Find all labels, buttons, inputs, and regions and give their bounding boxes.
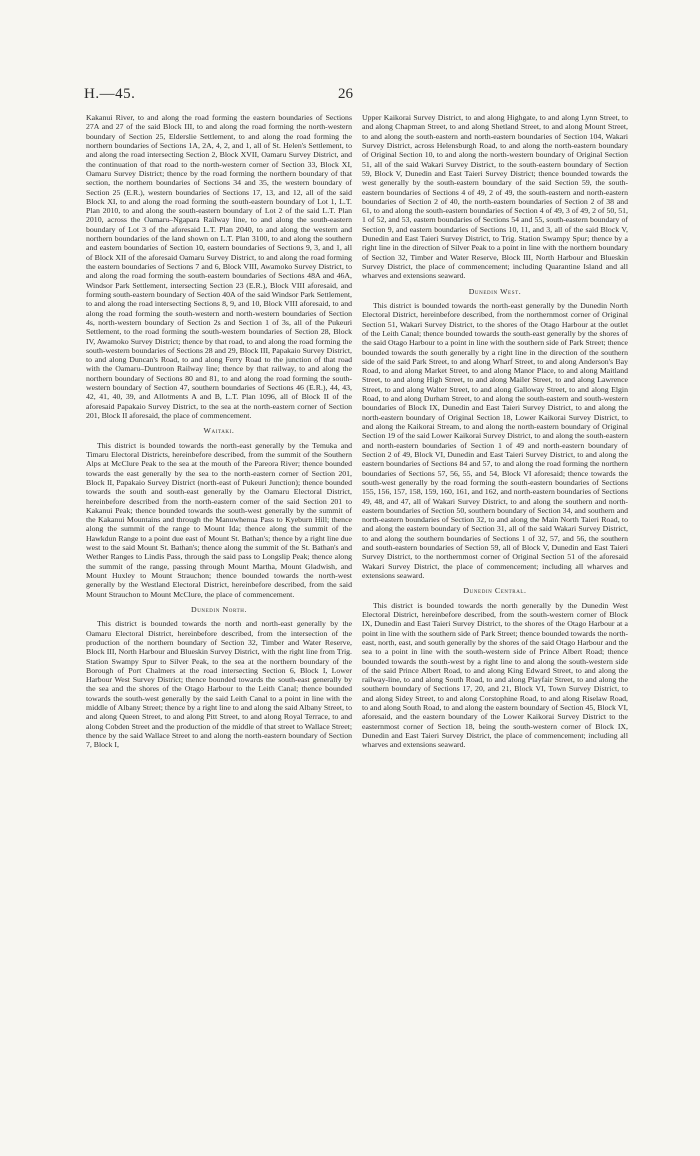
dunedin-north-paragraph: This district is bounded towards the north and north-east generally by the Oamaru Electoral District, hereinbefore described, from the intersection of the production of the northern boundary of Section 32, Timber and Water Reserve, Block III, North Harbour and Blueskin Survey District, with the right line from Trig. Station Swampy Spur to Silver Peak, to the sea at the northern boundary of the Borough of Port Chalmers at the road intersecting Section 6, Block I, Lower Harbour West Survey District; thence bounded towards the south-east generally by the sea and the shores of the Otago Harbour to the Leith Canal; thence bounded towards the south-west generally by the said Leith Canal to a point in line with the middle of Albany Street; thence by a right line to and along the said Albany Street, to and along Queen Street, to and along Pitt Street, to and along Royal Terrace, to and along Cobden Street and the production of the middle of that street to Wallace Street; thence by the said Wallace Street to and along the north-eastern boundary of Section 7, Block I,: [86, 619, 352, 750]
waitaki-paragraph: This district is bounded towards the north-east generally by the Temuka and Timaru Electoral Districts, hereinbefore described, from the summit of the Southern Alps at McClure Peak to the sea at the mouth of the Pareora River; thence bounded towards the east generally by the sea to the north-eastern corner of Section 201, Block II, Papakaio Survey District (north-east of Pukeuri Junction); thence bounded towards the south and south-east generally by the Oamaru Electoral District, hereinbefore described from the north-eastern corner of the said Section 201 to Kakanui Peak; thence bounded towards the south-west generally by the summit of the Kakanui Mountains and through the Manuwhenua Pass to Kyeburn Hill; thence along the summit of the range to Mount Ida; thence along the summit of the Hawkdun Range to a point due east of Mount St. Bathan's; thence by a right line due west to the said Mount St. Bathan's; thence along the summit of the St. Bathan's and Wether Ranges to Lindis Pass, through the said pass to Longslip Peak; thence along the summit of the range, passing through Mount Martha, Mount Gladwish, and Mount Huxley to Mount Strauchon; thence bounded towards the north-west generally by the Westland Electoral District, hereinbefore described, from the said Mount Strauchon to Mount McClure, the place of commencement.: [86, 440, 352, 599]
left-column: [86, 113, 352, 750]
right-column: [362, 113, 628, 750]
section-heading-dunedin-west: Dunedin West.: [468, 286, 522, 296]
page-number: 26: [338, 86, 353, 102]
continued-paragraph: Kakanui River, to and along the road forming the eastern boundaries of Sections 27A and 27 of the said Block III, to and along the road forming the north-western boundary of Section 25, Elderslie Settlement, to and along the road forming the northern boundaries of Sections 1A, 2A, 4, 2, and 1, all of St. Helen's Settlement, to and along the road intersecting Section 2, Block XVII, Oamaru Survey District, and the continuation of that road to the north-western corner of Section 33, Block XI, Oamaru Survey District; thence by the road forming the northern boundary of that section, the northern boundaries of Sections 34 and 35, the western boundary of Section 25 (E.R.), western boundaries of Sections 17, 13, and 12, all of the said Block XI, to and along the road forming the south-eastern boundary of Lot 1, L.T. Plan 2010, to and along the south-eastern boundary of Lot 2 of the said L.T. Plan 2010, across the Oamaru–Ngapara Railway line, to and along the south-eastern boundary of Lot 3 of the aforesaid L.T. Plan 2040, to and along the western and northern boundaries of the land shown on L.T. Plan 3100, to and along the southern and eastern boundaries of Section 10, eastern boundaries of Sections 9, 3, and 1, all of Block XII of the aforesaid Oamaru Survey District, to and along the road forming the eastern boundaries of Sections 7 and 6, Block VIII, Awamoko Survey District, to and along the road forming the south-eastern boundaries of Sections 48A and 46A, Windsor Park Settlement, intersecting Section 23 (E.R.), Block VIII aforesaid, and forming south-eastern boundary of Section 40A of the said Windsor Park Settlement, to and along the road intersecting Sections 8, 9, and 10, Block VIII aforesaid, to and along the road forming the south-western and north-western boundaries of Section 4s, north-western boundary of Section 2s and Section 1 of 3s, all of the Pukeuri Settlement, to the road forming the south-western boundaries of Section 28, Block IV, Awamoko Survey District; thence by that road, to and along the road forming the south-western boundaries of Sections 28 and 29, Block III, Papakaio Survey District, to and along Duncan's Road, to and along Ferry Road to the junction of that road with the Oamaru–Duntroon Railway line; thence by that railway, to and along the northern boundary of Sections 80 and 81, to and along the road forming the south-western boundary of Section 47, southern boundaries of Sections 46 (E.R.), 44, 43, 42, 41, 40, 39, and Allotments A and B, L.T. Plan 1096, all of Block II of the aforesaid Papakaio Survey District, to the sea at the north-eastern corner of Section 201, Block II aforesaid, the place of commencement.: [86, 113, 352, 420]
dunedin-west-paragraph: This district is bounded towards the north-east generally by the Dunedin North Electoral District, hereinbefore described, from the northernmost corner of Original Section 51, Wakari Survey District, to the shores of the Otago Harbour at the outlet of the Leith Canal; thence bounded towards the south-east generally by the shores of the said Otago Harbour to a point in line with the southern side of Park Street; thence bounded towards the south generally by a right line in the direction of the southern side of the said Park Street, to and along Wharf Street, to and along Anderson's Bay Road, to and along Market Street, to and along Manor Place, to and along Maitland Street, to and along High Street, to and along Mailer Street, to and along Lawrence Street, to and along Walter Street, to and along Galloway Street, to and along Elgin Road, to and along Durham Street, to and along the south-eastern and south-western boundaries of Block IX, Dunedin and East Taieri Survey District, to and along the north-eastern boundary of Original Section 18, Lower Kaikorai Survey District, to and along the Kaikorai Stream, to and along the north-eastern boundary of Original Section 19 of the said Lower Kaikorai Survey District, to and along the south-eastern and north-eastern boundaries of Section 1 of 49 and north-eastern boundary of Section 2 of 49, Block VI, Dunedin and East Taieri Survey District, to and along the eastern boundaries of Sections 84 and 57, to and along the road forming the northern boundaries of Sections 57, 56, 55, and 54, Block VI aforesaid; thence towards the south-west generally by the road forming the south-eastern boundaries of Sections 155, 156, 157, 158, 159, 160, 161, and 162, and north-eastern boundaries of Sections 49, 48, and 47, all of Wakari Survey District, to and along the southern and north-eastern boundaries of Section 50, southern boundary of Section 34, and southern and north-eastern boundaries of Section 32, to and along the Main North Taieri Road, to and along the eastern boundary of Section 31, all of the said Wakari Survey District, to and along the southern boundaries of Sections 1 of 32, 57, and 56, the southern and south-eastern boundaries of Section 59, all of Block V, Dunedin and East Taieri Survey District, to the northernmost corner of Original Section 51 of the aforesaid Wakari Survey District, the place of commencement; including all wharves and extensions seaward.: [362, 300, 628, 580]
section-heading-waitaki: Waitaki.: [203, 426, 235, 436]
dunedin-central-paragraph: This district is bounded towards the north generally by the Dunedin West Electoral District, hereinbefore described, from the south-western corner of Block IX, Dunedin and East Taieri Survey District, to the shores of the Otago Harbour at a point in line with the southern side of Park Street; thence bounded towards the north-east, north, east, and south generally by the shores of the said Otago Harbour and the sea to a point in line with the south-western side of Prince Albert Road; thence bounded towards the south-west by a right line to and along the south-western side of the said Prince Albert Road, to and along King Edward Street, to and along the railway-line, to and along South Road, to and along Playfair Street, to and along the southern boundary of Sections 17, 20, and 21, Block VI, Town Survey District, to and along Sidey Street, to and along Corstophine Road, to and along Riselaw Road, to and along South Road, to and along the eastern boundary of Section 45, Block VI, aforesaid, and the eastern boundary of the Lower Kaikorai Survey District to the easternmost corner of Section 18, being the south-western corner of Block IX, Dunedin and East Taieri Survey District, the place of commencement; including all wharves and extensions seaward.: [362, 600, 628, 750]
page-header: [84, 86, 630, 106]
section-heading-dunedin-central: Dunedin Central.: [463, 586, 527, 596]
document-reference: H.—45.: [84, 86, 136, 102]
section-heading-dunedin-north: Dunedin North.: [190, 604, 248, 614]
continued-paragraph: Upper Kaikorai Survey District, to and along Highgate, to and along Lynn Street, to and along Chapman Street, to and along Shetland Street, to and along Mount Street, to and along the south-eastern and north-eastern boundaries of Section 104, Wakari Survey District, across Helensburgh Road, to and along the north-eastern boundary of Original Section 10, to and along the north-western boundary of Original Section 51, all of the said Wakari Survey District, to the south-eastern boundary of Section 59, Block V, Dunedin and East Taieri Survey District; thence bounded towards the west generally by the south-eastern boundary of the said Section 59, the south-eastern boundaries of Sections 4 of 49, 2 of 49, the south-eastern and north-eastern boundaries of Section 2 of 40, the north-eastern boundaries of Section 2 of 38 and 61, to and along the south-eastern boundaries of Section 4 of 49, 3 of 49, 2 of 50, 51, 1 of 52, and 53, eastern boundaries of Sections 54 and 55, south-eastern boundary of Section 9, and eastern boundaries of Sections 10, 11, and 3, all of the said Block V, Dunedin and East Taieri Survey District, to Trig. Station Swampy Spur; thence by a right line in the direction of Silver Peak to a point in line with the northern boundary of Section 32, Timber and Water Reserve, Block III, North Harbour and Blueskin Survey District, the place of commencement; including Quarantine Island and all wharves and extensions seaward.: [362, 113, 628, 281]
